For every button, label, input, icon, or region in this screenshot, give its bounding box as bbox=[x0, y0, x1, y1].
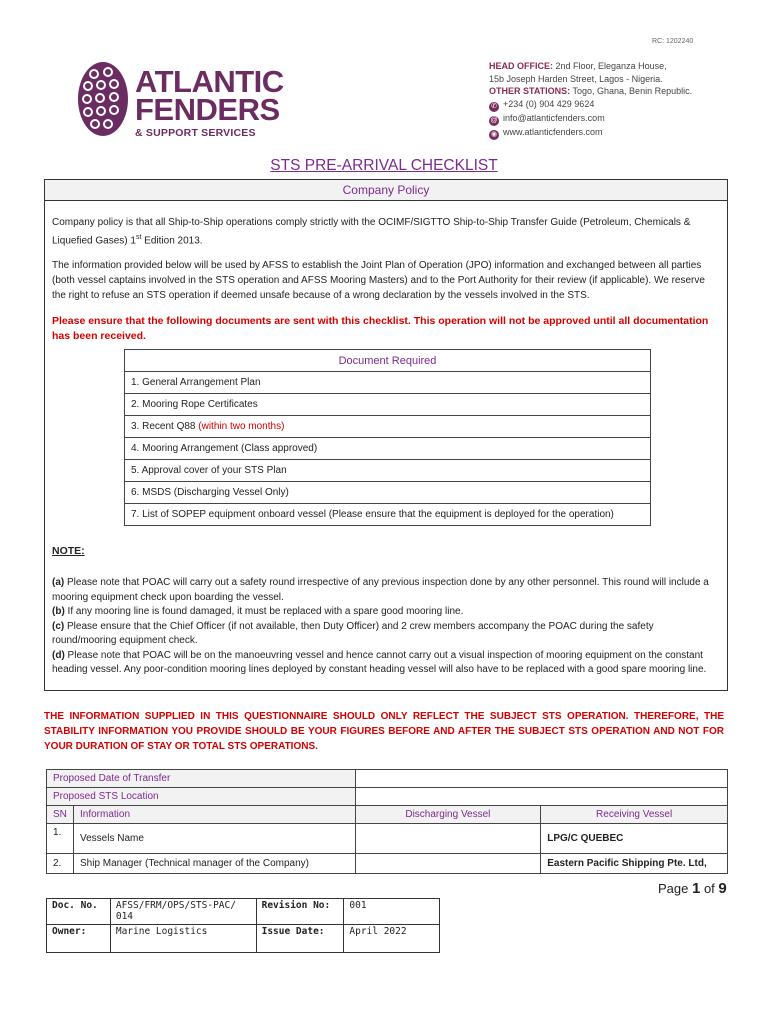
page-total: 9 bbox=[718, 880, 727, 897]
note-item-d bbox=[52, 649, 720, 678]
document-item: 2. Mooring Rope Certificates bbox=[125, 394, 651, 416]
owner-value: Marine Logistics bbox=[110, 925, 256, 953]
document-item: 7. List of SOPEP equipment onboard vessel (Please ensure that the equipment is deployed for the operation) bbox=[125, 504, 651, 526]
phone-number[interactable]: +234 (0) 904 429 9624 bbox=[503, 98, 595, 109]
note-text-d: Please note that POAC will be on the manoeuvring vessel and hence cannot carry out a visual inspection of mooring equipment on the constant heading vessel. Any poor-condition mooring lines deployed by constant heading vessel will also have to be replaced with a good spare mooring line. bbox=[52, 649, 707, 675]
stability-notice: THE INFORMATION SUPPLIED IN THIS QUESTIONNAIRE SHOULD ONLY REFLECT THE SUBJECT STS OPERATION. THEREFORE, THE STABILITY INFORMATION YOU PROVIDE SHOULD BE YOUR FIGURES BEFORE AND AFTER THE SUBJECT STS OPERATION AND NOT FOR YOUR DURATION OF STAY OR TOTAL STS OPERATIONS. bbox=[44, 711, 724, 752]
q88-validity-note: (within two months) bbox=[198, 421, 285, 432]
logo-line-1: ATLANTIC bbox=[135, 64, 284, 99]
policy-paragraph-1-text: Company policy is that all Ship-to-Ship operations comply strictly with the OCIMF/SIGTTO Ship-to-Ship Transfer Guide (Petroleum, Chemicals & Liquefied Gases) 1 bbox=[52, 217, 691, 247]
revision-label: Revision No: bbox=[256, 899, 344, 925]
note-heading bbox=[52, 545, 85, 557]
doc-no-value: AFSS/FRM/OPS/STS-PAC/ 014 bbox=[110, 899, 256, 925]
row-sn: 1. bbox=[47, 824, 74, 854]
policy-paragraph-1-end: Edition 2013. bbox=[141, 235, 203, 247]
page-number bbox=[658, 880, 727, 897]
row-receiving[interactable]: LPG/C QUEBEC bbox=[541, 824, 728, 854]
doc-no-label: Doc. No. bbox=[47, 899, 111, 925]
head-office-line-1: 2nd Floor, Eleganza House, bbox=[555, 61, 667, 71]
email-icon: @ bbox=[490, 116, 498, 124]
proposed-location-value[interactable] bbox=[355, 788, 727, 806]
phone-icon: ✆ bbox=[489, 102, 499, 112]
edition-superscript: st bbox=[135, 234, 142, 241]
documents-table-header: Document Required bbox=[125, 350, 651, 372]
company-logo bbox=[135, 64, 284, 139]
note-label: NOTE bbox=[52, 545, 82, 557]
row-discharging[interactable] bbox=[355, 824, 541, 854]
proposed-date-value[interactable] bbox=[355, 770, 727, 788]
document-item: 6. MSDS (Discharging Vessel Only) bbox=[125, 482, 651, 504]
table-row bbox=[47, 824, 728, 854]
other-stations-value: Togo, Ghana, Benin Republic. bbox=[572, 86, 693, 96]
revision-value: 001 bbox=[344, 899, 440, 925]
note-text-b: If any mooring line is found damaged, it must be replaced with a spare good mooring line. bbox=[64, 606, 464, 617]
document-item bbox=[125, 416, 651, 438]
row-sn: 2. bbox=[47, 854, 74, 874]
head-office-label: HEAD OFFICE: bbox=[489, 61, 553, 71]
row-discharging[interactable] bbox=[355, 854, 541, 874]
documents-warning: Please ensure that the following documents are sent with this checklist. This operation will not be approved until all documentation has been received. bbox=[52, 315, 709, 342]
registration-number: RC: 1202240 bbox=[652, 38, 694, 45]
col-header-discharging: Discharging Vessel bbox=[355, 806, 541, 824]
logo-fender-icon bbox=[76, 60, 130, 138]
page-current: 1 bbox=[691, 880, 701, 897]
document-item-q88: 3. Recent Q88 bbox=[131, 421, 199, 432]
contact-block bbox=[489, 60, 692, 140]
note-item-b bbox=[52, 605, 720, 620]
owner-label: Owner: bbox=[47, 925, 111, 953]
note-item-a bbox=[52, 576, 720, 605]
globe-icon: ◉ bbox=[490, 130, 498, 138]
note-colon: : bbox=[81, 545, 85, 557]
policy-paragraph-2: The information provided below will be used by AFSS to establish the Joint Plan of Operation (JPO) information and exchanged between all parties (both vessel captains involved in the STS operation and AFSS Mooring Masters) and to the Port Authority for their review (if applicable). We reserve the right to refuse an STS operation if deemed unsafe because of a wrong declaration by the vessels involved in the STS. bbox=[52, 260, 705, 301]
policy-heading: Company Policy bbox=[45, 180, 727, 201]
note-key-a: (a) bbox=[52, 577, 65, 588]
page-title: STS PRE-ARRIVAL CHECKLIST bbox=[270, 157, 498, 174]
document-item: 4. Mooring Arrangement (Class approved) bbox=[125, 438, 651, 460]
issue-date-value: April 2022 bbox=[344, 925, 440, 953]
head-office-line-2: 15b Joseph Harden Street, Lagos - Nigeria. bbox=[489, 73, 663, 84]
note-text-a: Please note that POAC will carry out a safety round irrespective of any previous inspection done by any other personnel. This round will include a mooring equipment check upon boarding the vessel. bbox=[52, 577, 709, 603]
email-address[interactable]: info@atlanticfenders.com bbox=[503, 112, 605, 123]
logo-line-2: FENDERS bbox=[135, 92, 280, 127]
note-key-b: (b) bbox=[52, 606, 65, 617]
document-item: 5. Approval cover of your STS Plan bbox=[125, 460, 651, 482]
row-info: Ship Manager (Technical manager of the Company) bbox=[73, 854, 355, 874]
logo-line-3: & SUPPORT SERVICES bbox=[135, 127, 256, 139]
row-info: Vessels Name bbox=[73, 824, 355, 854]
col-header-receiving: Receiving Vessel bbox=[541, 806, 728, 824]
col-header-information: Information bbox=[73, 806, 355, 824]
table-row bbox=[47, 854, 728, 874]
vessel-info-table bbox=[46, 769, 728, 874]
document-control-table bbox=[46, 898, 440, 953]
documents-table bbox=[124, 349, 651, 526]
issue-date-label: Issue Date: bbox=[256, 925, 344, 953]
proposed-date-label: Proposed Date of Transfer bbox=[47, 770, 356, 788]
document-item: 1. General Arrangement Plan bbox=[125, 372, 651, 394]
page-prefix: Page bbox=[658, 881, 692, 896]
website-link[interactable]: www.atlanticfenders.com bbox=[503, 126, 603, 137]
note-key-c: (c) bbox=[52, 620, 65, 632]
row-receiving[interactable]: Eastern Pacific Shipping Pte. Ltd, bbox=[541, 854, 728, 874]
col-header-sn: SN bbox=[47, 806, 74, 824]
note-item-c bbox=[52, 620, 720, 649]
page-of: of bbox=[700, 881, 719, 896]
note-key-d: (d) bbox=[52, 649, 65, 661]
policy-paragraph-1 bbox=[52, 215, 720, 248]
notes-list bbox=[52, 576, 720, 678]
proposed-location-label: Proposed STS Location bbox=[47, 788, 356, 806]
note-text-c: Please ensure that the Chief Officer (if not available, then Duty Officer) and 2 crew members accompany the POAC during the safety round/mooring equipment check. bbox=[52, 620, 654, 646]
other-stations-label: OTHER STATIONS: bbox=[489, 86, 571, 96]
